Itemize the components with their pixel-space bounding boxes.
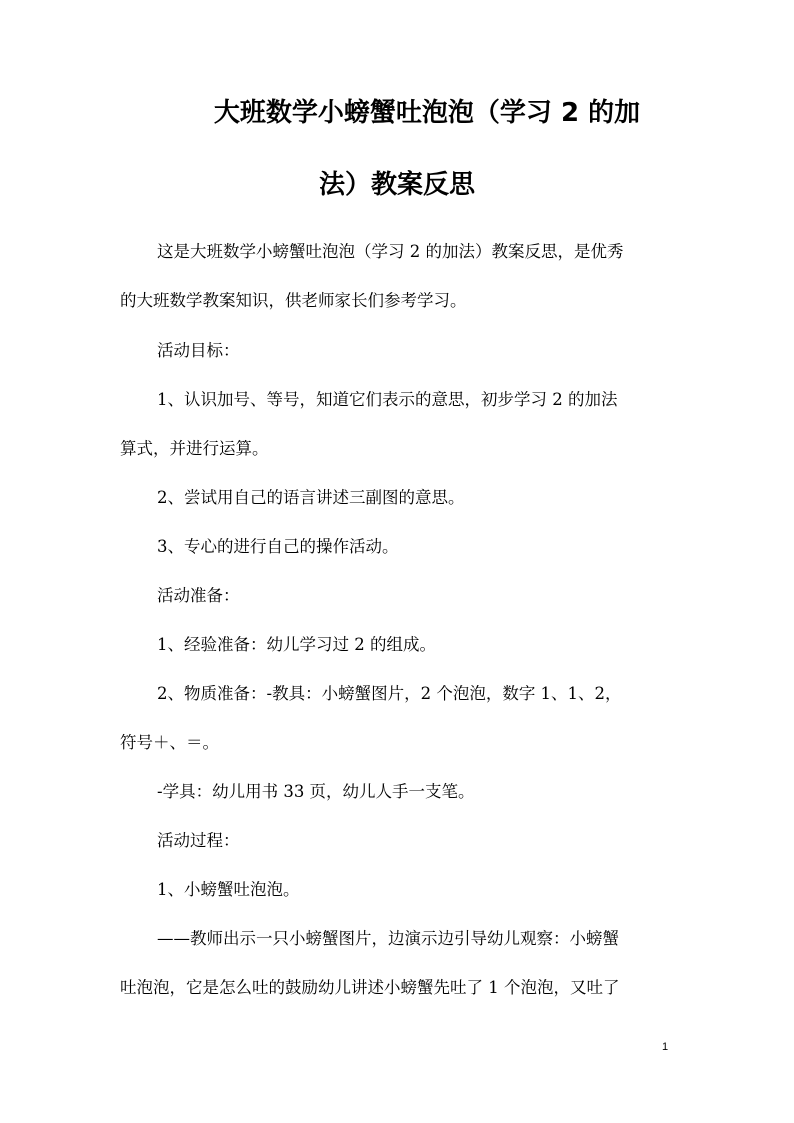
paragraph-line: 1、认识加号、等号，知道它们表示的意思，初步学习 2 的加法 [157, 390, 618, 409]
section-heading: 活动目标： [157, 341, 240, 360]
paragraph-line: 符号＋、＝。 [120, 733, 219, 752]
section-heading: 活动准备： [157, 586, 240, 605]
paragraph-line: 的大班数学教案知识，供老师家长们参考学习。 [120, 291, 467, 310]
paragraph-line: 3、专心的进行自己的操作活动。 [157, 537, 399, 556]
paragraph-line: 这是大班数学小螃蟹吐泡泡（学习 2 的加法）教案反思，是优秀 [157, 242, 624, 261]
document-title-line-2: 法）教案反思 [318, 170, 475, 200]
paragraph-line: 2、尝试用自己的语言讲述三副图的意思。 [157, 488, 465, 507]
paragraph-line: 2、物质准备：-教具：小螃蟹图片，2 个泡泡，数字 1、1、2， [157, 684, 622, 703]
section-heading: 活动过程： [157, 831, 240, 850]
paragraph-line: ——教师出示一只小螃蟹图片，边演示边引导幼儿观察：小螃蟹 [157, 929, 619, 948]
paragraph-line: -学具：幼儿用书 33 页，幼儿人手一支笔。 [157, 782, 475, 801]
paragraph-line: 吐泡泡，它是怎么吐的鼓励幼儿讲述小螃蟹先吐了 1 个泡泡，又吐了 [120, 978, 620, 997]
paragraph-line: 算式，并进行运算。 [120, 439, 269, 458]
document-title-line-1: 大班数学小螃蟹吐泡泡（学习 2 的加 [213, 98, 641, 128]
page-number: 1 [662, 1041, 669, 1053]
paragraph-line: 1、经验准备：幼儿学习过 2 的组成。 [157, 635, 436, 654]
paragraph-line: 1、小螃蟹吐泡泡。 [157, 880, 300, 899]
